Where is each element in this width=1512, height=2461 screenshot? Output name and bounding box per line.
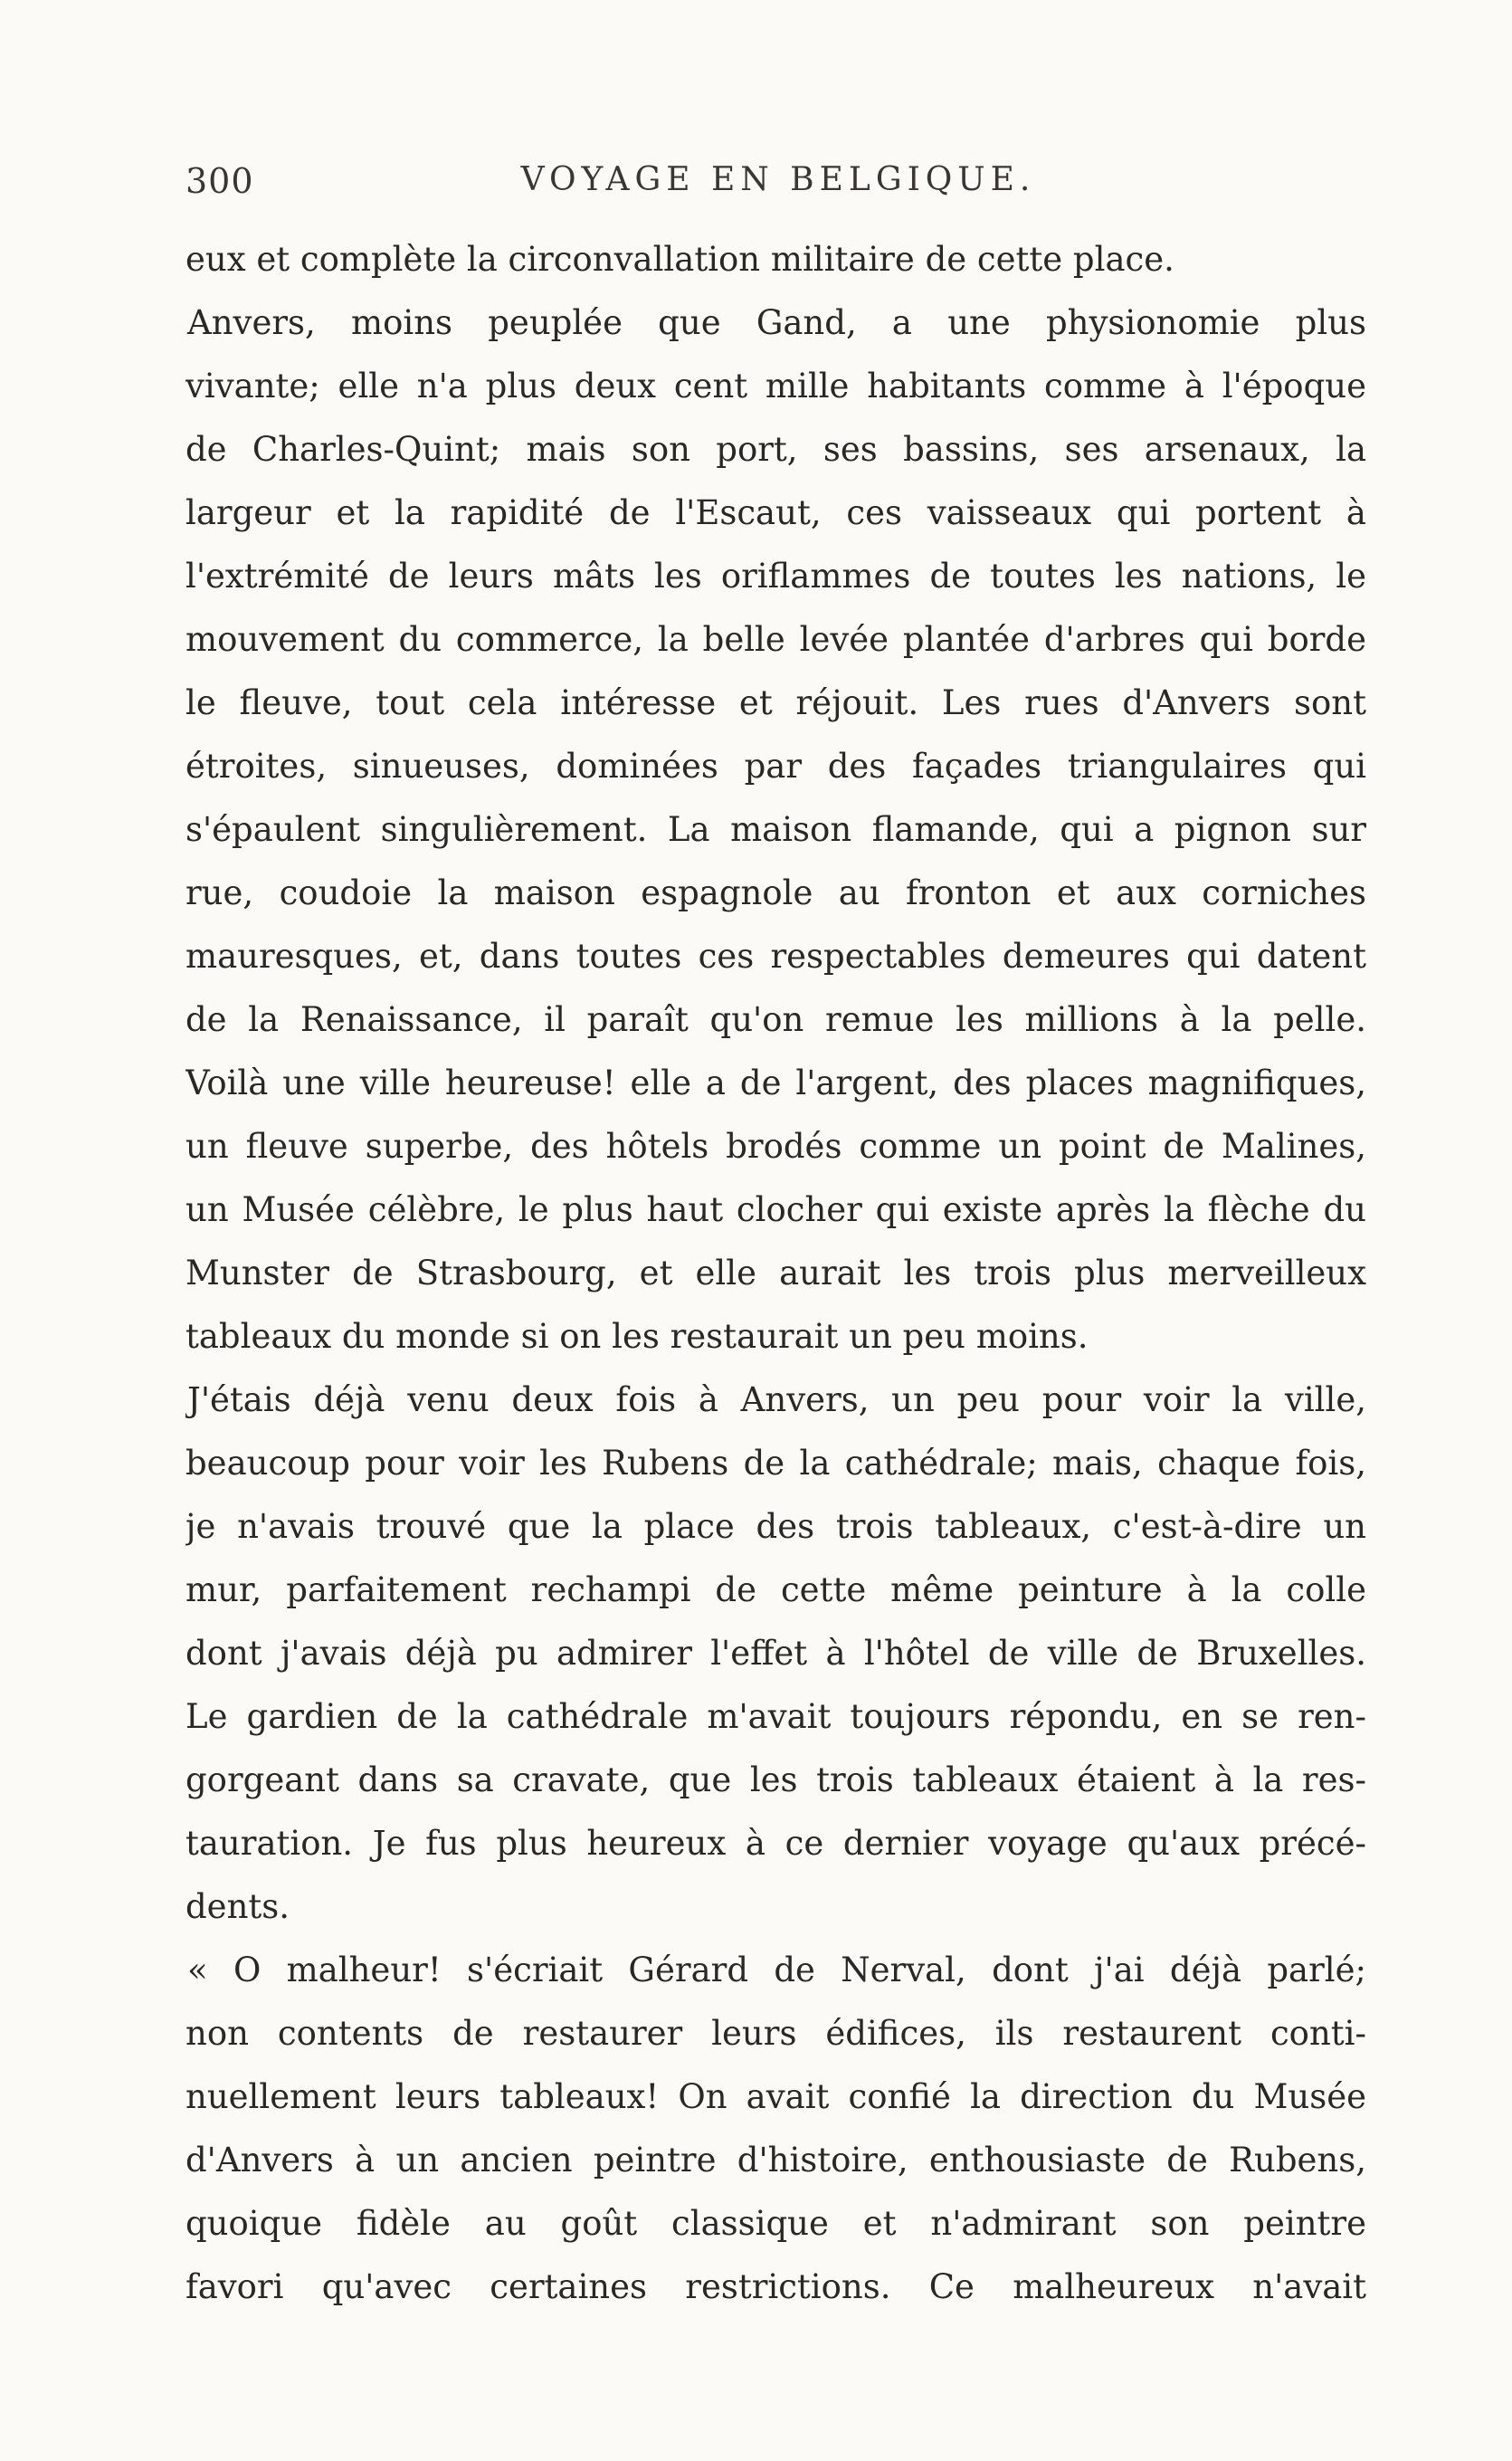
text-line: dents. — [185, 1887, 290, 1926]
text-line: beaucoup pour voir les Rubens de la cathédrale; mais, chaque fois, — [185, 1444, 1366, 1483]
text-line: un fleuve superbe, des hôtels brodés comme un point de Malines, — [185, 1127, 1366, 1166]
body-text — [185, 228, 1366, 2319]
text-line: mouvement du commerce, la belle levée plantée d'arbres qui borde — [185, 620, 1366, 659]
page-number: 300 — [185, 161, 254, 201]
text-line: le fleuve, tout cela intéresse et réjouit. Les rues d'Anvers sont — [185, 683, 1366, 722]
text-line: rue, coudoie la maison espagnole au fronton et aux corniches — [185, 873, 1366, 912]
text-line: non contents de restaurer leurs édifices, ils restaurent conti- — [185, 2014, 1366, 2053]
text-line: Anvers, moins peuplée que Gand, a une physionomie plus — [187, 303, 1366, 342]
text-line: nuellement leurs tableaux! On avait confié la direction du Musée — [185, 2077, 1366, 2116]
text-line: de Charles-Quint; mais son port, ses bassins, ses arsenaux, la — [185, 430, 1366, 469]
text-line: mauresques, et, dans toutes ces respectables demeures qui datent — [185, 937, 1366, 976]
text-line: dont j'avais déjà pu admirer l'effet à l'hôtel de ville de Bruxelles. — [185, 1634, 1366, 1673]
text-line: « O malheur! s'écriait Gérard de Nerval, dont j'ai déjà parlé; — [187, 1951, 1366, 1989]
text-line: vivante; elle n'a plus deux cent mille habitants comme à l'époque — [185, 367, 1366, 405]
text-line: Le gardien de la cathédrale m'avait toujours répondu, en se ren- — [185, 1697, 1366, 1736]
text-line: eux et complète la circonvallation militaire de cette place. — [185, 240, 1174, 279]
text-line: d'Anvers à un ancien peintre d'histoire, enthousiaste de Rubens, — [185, 2141, 1366, 2180]
text-line: J'étais déjà venu deux fois à Anvers, un peu pour voir la ville, — [187, 1380, 1366, 1419]
text-line: un Musée célèbre, le plus haut clocher qui existe après la flèche du — [185, 1190, 1366, 1229]
text-line: je n'avais trouvé que la place des trois tableaux, c'est-à-dire un — [185, 1507, 1366, 1546]
text-line: tableaux du monde si on les restaurait un peu moins. — [185, 1317, 1089, 1356]
text-line: gorgeant dans sa cravate, que les trois tableaux étaient à la res- — [185, 1760, 1366, 1799]
text-line: l'extrémité de leurs mâts les oriflammes de toutes les nations, le — [185, 557, 1366, 596]
text-line: de la Renaissance, il paraît qu'on remue les millions à la pelle. — [185, 1000, 1366, 1039]
text-line: favori qu'avec certaines restrictions. Ce malheureux n'avait — [185, 2267, 1366, 2306]
running-title: VOYAGE EN BELGIQUE. — [520, 161, 1036, 198]
text-line: tauration. Je fus plus heureux à ce dernier voyage qu'aux précé- — [185, 1824, 1366, 1863]
text-line: étroites, sinueuses, dominées par des façades triangulaires qui — [185, 747, 1366, 786]
text-line: mur, parfaitement rechampi de cette même peinture à la colle — [185, 1570, 1366, 1609]
text-line: largeur et la rapidité de l'Escaut, ces vaisseaux qui portent à — [185, 493, 1366, 532]
text-line: quoique fidèle au goût classique et n'admirant son peintre — [185, 2204, 1366, 2243]
text-line: Munster de Strasbourg, et elle aurait les trois plus merveilleux — [185, 1254, 1366, 1293]
text-line: Voilà une ville heureuse! elle a de l'argent, des places magnifiques, — [185, 1064, 1366, 1102]
running-head — [185, 161, 1371, 206]
text-line: s'épaulent singulièrement. La maison flamande, qui a pignon sur — [185, 810, 1366, 849]
